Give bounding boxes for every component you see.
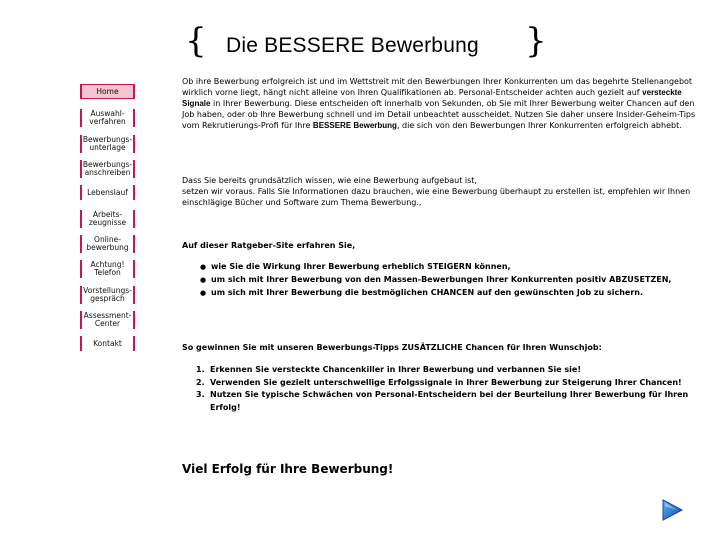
nav-item-arbeitszeugnisse[interactable]: Arbeits- zeugnisse xyxy=(80,210,135,228)
nav-item-home[interactable]: Home xyxy=(80,84,135,99)
better-application-text: BESSERE Bewerbung xyxy=(312,121,397,130)
nav-item-kontakt[interactable]: Kontakt xyxy=(80,336,135,351)
nav-item-assessment-center[interactable]: Assessment- Center xyxy=(80,311,135,329)
list-item: ● um sich mit Ihrer Bewerbung die bestmöglichen CHANCEN auf den gewünschten Job zu sichern. xyxy=(200,287,671,299)
nav-item-auswahlverfahren[interactable]: Auswahl- verfahren xyxy=(80,109,135,127)
list-item: 1. Erkennen Sie versteckte Chancenkiller in Ihrer Bewerbung und verbannen Sie sie! xyxy=(196,365,581,374)
nav-item-bewerbungsunterlage[interactable]: Bewerbungs- unterlage xyxy=(80,135,135,153)
list-item: 3. Nutzen Sie typische Schwächen von Personal-Entscheidern bei der Beurteilung Ihrer Bewerbung für Ihren Erfolg! xyxy=(196,390,689,412)
closing-message: Viel Erfolg für Ihre Bewerbung! xyxy=(182,462,394,476)
nav-item-bewerbungsanschreiben[interactable]: Bewerbungs- anschreiben xyxy=(80,160,135,178)
page-header xyxy=(180,21,550,64)
hidden-signals-text: versteckte Signale xyxy=(182,88,682,108)
page-title: Die BESSERE Bewerbung xyxy=(226,34,479,57)
nav-item-onlinebewerbung[interactable]: Online- bewerbung xyxy=(80,235,135,253)
list-item: 2. Verwenden Sie gezielt unterschwellige Erfolgssignale in Ihrer Bewerbung zur Steigerung Ihrer Chancen! xyxy=(196,377,682,387)
left-brace: { xyxy=(185,21,207,61)
list-item: ● um sich mit Ihrer Bewerbung von den Massen-Bewerbungen Ihrer Konkurrenten positiv ABZUSETZEN, xyxy=(200,274,671,286)
nav-item-vorstellungsgespraech[interactable]: Vorstellungs- gespräch xyxy=(80,286,135,304)
section-heading-tips: So gewinnen Sie mit unseren Bewerbungs-Tipps ZUSÄTZLICHE Chancen für Ihren Wunschjob: xyxy=(182,343,602,352)
prerequisite-paragraph: Dass Sie bereits grundsätzlich wissen, wie eine Bewerbung aufgebaut ist, setzen wir voraus. Falls Sie Informationen dazu brauchen, wie eine Bewerbung überhaupt zu erstellen ist, empfehlen wir Ihnen einschlägige Bücher und Software zum Thema Bewerbung., xyxy=(182,176,691,207)
benefits-list xyxy=(200,261,671,300)
tips-list xyxy=(196,364,696,414)
nav-item-lebenslauf[interactable]: Lebenslauf xyxy=(80,185,135,200)
nav-item-telefon[interactable]: Achtung! Telefon xyxy=(80,260,135,278)
next-arrow-icon[interactable] xyxy=(660,498,684,522)
section-heading-learn: Auf dieser Ratgeber-Site erfahren Sie, xyxy=(182,241,356,250)
list-item: ● wie Sie die Wirkung Ihrer Bewerbung erheblich STEIGERN können, xyxy=(200,261,671,273)
right-brace: } xyxy=(525,21,547,61)
intro-paragraph: Ob ihre Bewerbung erfolgreich ist und im Wettstreit mit den Bewerbungen Ihrer Konkurrenten um das begehrte Stellenangebot wirklich vorne liegt, hängt nicht alleine von Ihren Qualifikationen ab. Personal-Entscheider achten auch gezielt auf versteckte Signale in Ihrer Bewerbung. Diese entscheiden oft innerhalb von Sekunden, ob Sie mit Ihrer Bewerbung weiter Chancen auf den Job haben, oder ob Ihre Bewerbung schnell und im Detail unbeachtet ausscheidet. Nutzen Sie daher unsere Insider-Geheim-Tips vom Rekrutierungs-Profi für Ihre BESSERE Bewerbung, die sich von den Bewerbungen Ihrer Konkurrenten erfolgreich abhebt. xyxy=(182,77,696,130)
